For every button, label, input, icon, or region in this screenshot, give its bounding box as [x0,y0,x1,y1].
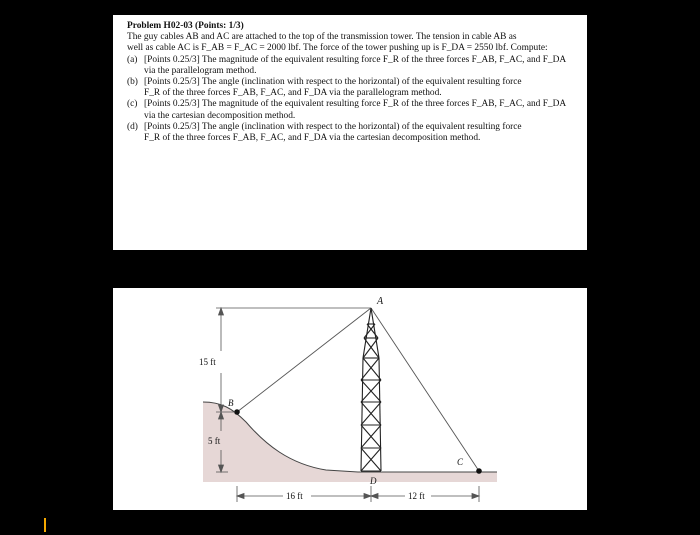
question-item-d [127,122,575,144]
label-a: A [377,296,384,307]
label-d: D [370,476,377,486]
question-label: (c) [127,99,138,110]
question-text-line-2: F_R of the three forces F_AB, F_AC, and F_DA via the cartesian decomposition method. [144,133,481,144]
text-cursor-icon [44,518,46,532]
question-label: (a) [127,54,138,65]
point-c [476,468,482,474]
problem-statement-panel [113,15,587,250]
problem-text [127,21,575,144]
question-item-c [127,99,575,121]
question-label: (b) [127,77,138,88]
ground-hill [203,402,497,482]
dim-height-lower: 5 ft [208,436,221,446]
dim-height-upper: 15 ft [199,357,216,367]
problem-intro-line-2: well as cable AC is F_AB = F_AC = 2000 lbf. The force of the tower pushing up is F_DA = 2550 lbf. Compute: [127,43,548,54]
problem-intro-line-1: The guy cables AB and AC are attached to the top of the transmission tower. The tension in cable AB as [127,32,517,43]
tower-diagram [113,288,587,510]
dim-span-right: 12 ft [408,491,425,501]
question-text-line-1: [Points 0.25/3] The angle (inclination with respect to the horizontal) of the equivalent resulting force [144,121,522,132]
question-text-line-2: via the parallelogram method. [144,65,257,76]
question-label: (d) [127,121,138,132]
question-text-line-1: [Points 0.25/3] The magnitude of the equivalent resulting force F_R of the three forces F_AB, F_AC, and F_DA [144,54,567,65]
question-item-b [127,77,575,99]
point-b [234,409,240,415]
horizontal-dimension [237,486,479,502]
question-text-line-1: [Points 0.25/3] The angle (inclination with respect to the horizontal) of the equivalent resulting force [144,77,522,88]
problem-title: Problem H02-03 (Points: 1/3) [127,21,244,31]
question-text-line-1: [Points 0.25/3] The magnitude of the equivalent resulting force F_R of the three forces F_AB, F_AC, and F_DA [144,99,567,110]
cable-ac [371,308,479,471]
transmission-tower [361,308,381,471]
question-item-a [127,55,575,77]
label-c: C [457,457,464,467]
figure-panel [113,288,587,510]
question-text-line-2: F_R of the three forces F_AB, F_AC, and F_DA via the parallelogram method. [144,88,442,99]
dim-span-left: 16 ft [286,491,303,501]
question-text-line-2: via the cartesian decomposition method. [144,110,296,121]
cable-ab [237,308,371,412]
label-b: B [228,398,234,408]
